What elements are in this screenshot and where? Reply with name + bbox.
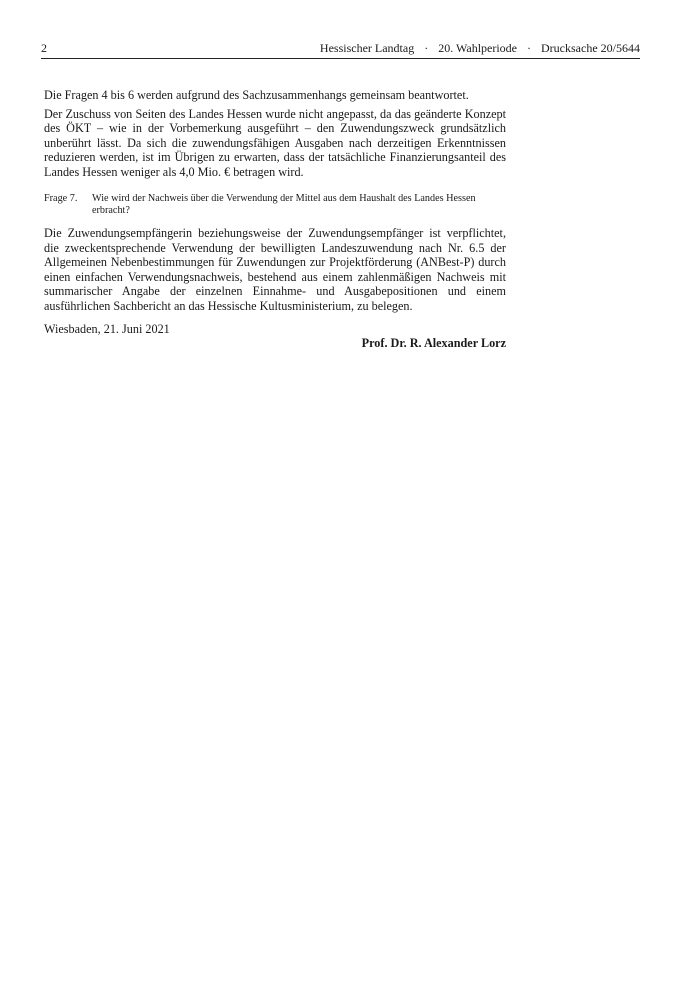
question-7 bbox=[44, 193, 506, 217]
answer-block-4-6 bbox=[44, 88, 506, 180]
running-header bbox=[320, 41, 640, 56]
page-header bbox=[41, 41, 640, 59]
answer-7 bbox=[44, 226, 506, 314]
paragraph: Die Fragen 4 bis 6 werden aufgrund des Sachzusammenhangs gemeinsam beantwortet. bbox=[44, 88, 469, 102]
page-number: 2 bbox=[41, 41, 47, 55]
question-label: Frage 7. bbox=[44, 193, 78, 204]
paragraph: Der Zuschuss von Seiten des Landes Hessen wurde nicht angepasst, da das geänderte Konzept des ÖKT – wie in der Vorbemerkung ausgeführt – den Zuwendungszweck grundsätzlich unberührt lässt. Da sich die zuwendungsfähigen Ausgaben nach derzeitigen Erkenntnissen reduzieren werden, ist im Übrigen zu erwarten, dass der tatsächliche Finanzierungsanteil des Landes Hessen weniger als 4,0 Mio. € betragen wird. bbox=[44, 106, 506, 179]
header-parliament: Hessischer Landtag bbox=[319, 41, 415, 55]
header-period: 20. Wahlperiode bbox=[438, 41, 518, 55]
place-date: Wiesbaden, 21. Juni 2021 bbox=[44, 322, 170, 336]
header-document-number: Drucksache 20/5644 bbox=[541, 41, 640, 55]
question-text: Wie wird der Nachweis über die Verwendung der Mittel aus dem Haushalt des Landes Hessen erbracht? bbox=[92, 193, 476, 216]
signatory: Prof. Dr. R. Alexander Lorz bbox=[361, 336, 506, 350]
header-separator: · bbox=[424, 41, 429, 55]
paragraph: Die Zuwendungsempfängerin beziehungsweise der Zuwendungsempfänger ist verpflichtet, die zweckentsprechende Verwendung der bewilligten Landeszuwendung nach Nr. 6.5 der Allgemeinen Nebenbestimmungen für Zuwendungen zur Projektförderung (ANBest-P) durch einen einfachen Verwendungsnachweis, bestehend aus einem zahlenmäßigen Nachweis mit summarischer Angabe der einzelnen Einnahme- und Ausgabepositionen und einem ausführlichen Sachbericht an das Hessische Kultusministerium, zu belegen. bbox=[44, 226, 506, 313]
header-separator: · bbox=[527, 41, 532, 55]
